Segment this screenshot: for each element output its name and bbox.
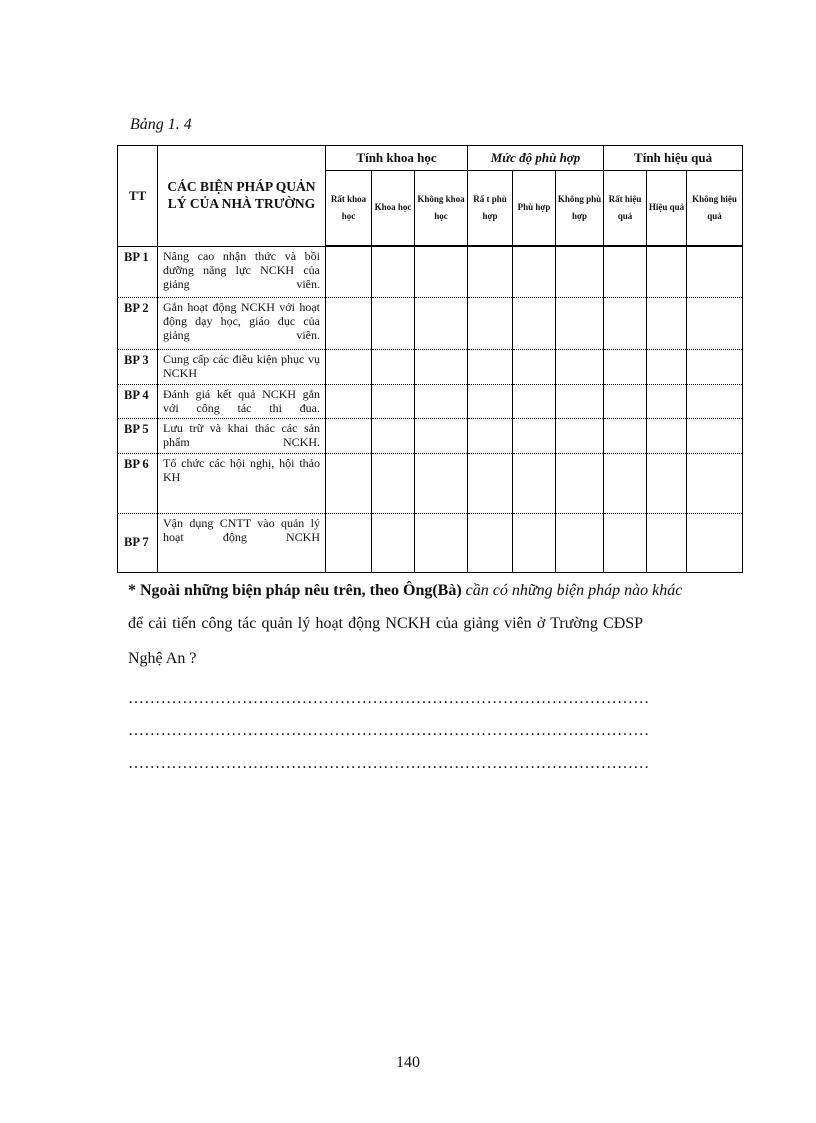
rating-cell[interactable] [687, 349, 743, 384]
header-sub: Rất khoa học [326, 171, 372, 247]
answer-line[interactable]: …………………………………………………………………………………… [128, 722, 650, 739]
measure-id: BP 5 [118, 418, 158, 453]
rating-cell[interactable] [468, 246, 513, 297]
rating-cell[interactable] [556, 349, 604, 384]
measure-id: BP 6 [118, 453, 158, 513]
rating-cell[interactable] [415, 418, 468, 453]
header-sub: Khoa học [372, 171, 415, 247]
rating-cell[interactable] [556, 384, 604, 418]
measure-id: BP 2 [118, 297, 158, 349]
rating-cell[interactable] [468, 384, 513, 418]
rating-cell[interactable] [604, 453, 647, 513]
header-sub: Không phù hợp [556, 171, 604, 247]
rating-cell[interactable] [372, 349, 415, 384]
measure-id: BP 7 [118, 513, 158, 572]
rating-cell[interactable] [604, 418, 647, 453]
rating-cell[interactable] [604, 297, 647, 349]
header-tt: TT [118, 146, 158, 247]
question-line-2 [128, 615, 728, 633]
measure-text: Tổ chức các hội nghị, hội thảo KH [158, 453, 326, 513]
measure-text: Nâng cao nhận thức và bồi dưỡng năng lực NCKH của giảng viên. [158, 246, 326, 297]
rating-cell[interactable] [372, 384, 415, 418]
rating-cell[interactable] [372, 418, 415, 453]
rating-cell[interactable] [556, 513, 604, 572]
rating-cell[interactable] [513, 384, 556, 418]
question-line-1 [128, 582, 728, 600]
measure-id: BP 1 [118, 246, 158, 297]
rating-cell[interactable] [556, 297, 604, 349]
rating-cell[interactable] [647, 418, 687, 453]
table-row [118, 297, 743, 349]
rating-cell[interactable] [326, 349, 372, 384]
header-group-effectiveness: Tính hiệu quả [604, 146, 743, 171]
rating-cell[interactable] [326, 418, 372, 453]
header-sub: Hiệu quả [647, 171, 687, 247]
rating-cell[interactable] [513, 246, 556, 297]
rating-cell[interactable] [513, 453, 556, 513]
header-sub: Không khoa học [415, 171, 468, 247]
header-row-groups [118, 146, 743, 171]
measure-id: BP 3 [118, 349, 158, 384]
measure-text: Gắn hoạt động NCKH với hoạt động dạy học, giáo dục của giảng viên. [158, 297, 326, 349]
table-caption: Bảng 1. 4 [130, 116, 192, 133]
rating-cell[interactable] [468, 297, 513, 349]
rating-cell[interactable] [556, 418, 604, 453]
measure-id: BP 4 [118, 384, 158, 418]
rating-cell[interactable] [513, 349, 556, 384]
header-sub: Không hiệu quả [687, 171, 743, 247]
rating-cell[interactable] [372, 297, 415, 349]
header-sub: Rấ t phù hợp [468, 171, 513, 247]
question-lead: * Ngoài những biện pháp nêu trên, theo Ông(Bà) [128, 582, 466, 599]
rating-cell[interactable] [468, 513, 513, 572]
rating-cell[interactable] [687, 513, 743, 572]
rating-cell[interactable] [326, 297, 372, 349]
table-row [118, 418, 743, 453]
rating-cell[interactable] [415, 384, 468, 418]
rating-cell[interactable] [604, 349, 647, 384]
rating-cell[interactable] [647, 384, 687, 418]
rating-cell[interactable] [556, 246, 604, 297]
rating-cell[interactable] [604, 246, 647, 297]
answer-line[interactable]: …………………………………………………………………………………… [128, 755, 650, 772]
rating-cell[interactable] [687, 246, 743, 297]
measure-text: Đánh giá kết quả NCKH gắn với công tác thi đua. [158, 384, 326, 418]
header-sub: Rất hiệu quả [604, 171, 647, 247]
rating-cell[interactable] [513, 418, 556, 453]
rating-cell[interactable] [647, 453, 687, 513]
rating-cell[interactable] [468, 418, 513, 453]
page-number: 140 [396, 1054, 420, 1071]
rating-cell[interactable] [326, 384, 372, 418]
rating-cell[interactable] [647, 246, 687, 297]
table-row [118, 246, 743, 297]
rating-cell[interactable] [415, 513, 468, 572]
question-line-2-text: để cải tiến công tác quản lý hoạt động NCKH của giảng viên ở Trường CĐSP [128, 615, 644, 632]
rating-cell[interactable] [415, 246, 468, 297]
rating-cell[interactable] [604, 384, 647, 418]
rating-cell[interactable] [604, 513, 647, 572]
rating-cell[interactable] [513, 297, 556, 349]
question-line-3: Nghệ An ? [128, 650, 197, 667]
header-group-scientific: Tính khoa học [326, 146, 468, 171]
rating-cell[interactable] [647, 513, 687, 572]
rating-cell[interactable] [415, 297, 468, 349]
table-row [118, 384, 743, 418]
measure-text: Vận dụng CNTT vào quản lý hoạt động NCKH [158, 513, 326, 572]
rating-cell[interactable] [513, 513, 556, 572]
rating-cell[interactable] [647, 349, 687, 384]
rating-cell[interactable] [687, 384, 743, 418]
question-italic: cần có những biện pháp nào khác [465, 582, 683, 599]
rating-cell[interactable] [687, 297, 743, 349]
measure-text: Lưu trữ và khai thác các sản phẩm NCKH. [158, 418, 326, 453]
header-measures: CÁC BIỆN PHÁP QUẢN LÝ CỦA NHÀ TRƯỜNG [158, 146, 326, 247]
rating-cell[interactable] [372, 246, 415, 297]
rating-cell[interactable] [687, 418, 743, 453]
table-row [118, 453, 743, 513]
rating-cell[interactable] [372, 513, 415, 572]
measure-text: Cung cấp các điều kiện phục vụ NCKH [158, 349, 326, 384]
answer-line[interactable]: …………………………………………………………………………………… [128, 690, 650, 707]
table-row [118, 513, 743, 572]
header-group-suitability: Mức độ phù hợp [468, 146, 604, 171]
rating-cell[interactable] [415, 349, 468, 384]
rating-cell[interactable] [372, 453, 415, 513]
rating-cell[interactable] [415, 453, 468, 513]
rating-cell[interactable] [468, 453, 513, 513]
rating-cell[interactable] [326, 246, 372, 297]
rating-cell[interactable] [556, 453, 604, 513]
rating-cell[interactable] [687, 453, 743, 513]
rating-cell[interactable] [326, 453, 372, 513]
table-row [118, 349, 743, 384]
rating-cell[interactable] [468, 349, 513, 384]
survey-table [117, 145, 743, 573]
rating-cell[interactable] [326, 513, 372, 572]
rating-cell[interactable] [647, 297, 687, 349]
header-sub: Phù hợp [513, 171, 556, 247]
